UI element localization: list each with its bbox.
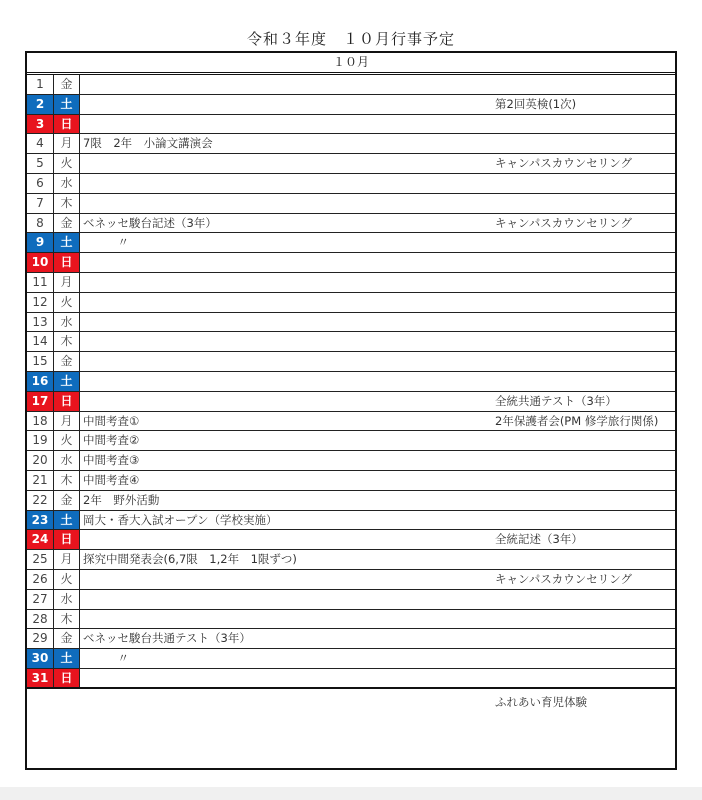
table-row bbox=[27, 115, 675, 135]
day-number: 19 bbox=[27, 431, 54, 450]
weekday-label: 火 bbox=[54, 570, 80, 589]
weekday-label: 木 bbox=[54, 471, 80, 490]
event-main: 〃 bbox=[83, 235, 129, 250]
table-row bbox=[27, 392, 675, 412]
day-number: 20 bbox=[27, 451, 54, 470]
day-number: 8 bbox=[27, 214, 54, 233]
weekday-label: 土 bbox=[54, 233, 80, 252]
event-main: ベネッセ駿台記述（3年） bbox=[83, 215, 217, 230]
weekday-label: 土 bbox=[54, 511, 80, 530]
event-main: 7限 2年 小論文講演会 bbox=[83, 136, 213, 151]
weekday-label: 火 bbox=[54, 293, 80, 312]
weekday-label: 金 bbox=[54, 629, 80, 648]
event-secondary: 全統共通テスト（3年） bbox=[495, 393, 617, 408]
event-main: 中間考査② bbox=[83, 433, 140, 448]
table-row bbox=[27, 154, 675, 174]
day-number: 7 bbox=[27, 194, 54, 213]
weekday-label: 日 bbox=[54, 115, 80, 134]
weekday-label: 土 bbox=[54, 649, 80, 668]
day-number: 30 bbox=[27, 649, 54, 668]
day-number: 5 bbox=[27, 154, 54, 173]
table-row bbox=[27, 293, 675, 313]
day-number: 6 bbox=[27, 174, 54, 193]
day-number: 10 bbox=[27, 253, 54, 272]
event-main: 探究中間発表会(6,7限 1,2年 1限ずつ) bbox=[83, 552, 297, 567]
event-secondary: 2年保護者会(PM 修学旅行関係) bbox=[495, 413, 659, 428]
table-row bbox=[27, 629, 675, 649]
table-row bbox=[27, 95, 675, 115]
event-main: 2年 野外活動 bbox=[83, 492, 160, 507]
event-main: 岡大・香大入試オープン（学校実施） bbox=[83, 512, 278, 527]
day-number: 29 bbox=[27, 629, 54, 648]
schedule-rows bbox=[27, 75, 675, 767]
weekday-label: 火 bbox=[54, 431, 80, 450]
weekday-label: 木 bbox=[54, 332, 80, 351]
weekday-label: 金 bbox=[54, 491, 80, 510]
day-number: 31 bbox=[27, 669, 54, 687]
table-row bbox=[27, 253, 675, 273]
day-number: 26 bbox=[27, 570, 54, 589]
table-row bbox=[27, 352, 675, 372]
weekday-label: 金 bbox=[54, 352, 80, 371]
table-row bbox=[27, 530, 675, 550]
weekday-label: 月 bbox=[54, 273, 80, 292]
table-row bbox=[27, 313, 675, 333]
weekday-label: 水 bbox=[54, 313, 80, 332]
day-number: 1 bbox=[27, 75, 54, 94]
day-number: 16 bbox=[27, 372, 54, 391]
weekday-label: 日 bbox=[54, 253, 80, 272]
event-secondary: キャンパスカウンセリング bbox=[495, 215, 632, 230]
event-main: 〃 bbox=[83, 651, 129, 666]
day-number: 28 bbox=[27, 610, 54, 629]
table-row bbox=[27, 214, 675, 234]
event-secondary: キャンパスカウンセリング bbox=[495, 156, 632, 171]
event-secondary: 全統記述（3年） bbox=[495, 532, 583, 547]
table-row bbox=[27, 649, 675, 669]
day-number: 21 bbox=[27, 471, 54, 490]
weekday-label: 金 bbox=[54, 214, 80, 233]
table-row bbox=[27, 471, 675, 491]
table-row bbox=[27, 233, 675, 253]
weekday-label: 木 bbox=[54, 610, 80, 629]
weekday-label: 土 bbox=[54, 372, 80, 391]
month-header: １０月 bbox=[27, 53, 675, 75]
weekday-label: 日 bbox=[54, 530, 80, 549]
event-main: 中間考査① bbox=[83, 413, 140, 428]
day-number: 9 bbox=[27, 233, 54, 252]
day-number: 23 bbox=[27, 511, 54, 530]
table-row bbox=[27, 550, 675, 570]
event-main: ベネッセ駿台共通テスト（3年） bbox=[83, 631, 251, 646]
event-secondary: 第2回英検(1次) bbox=[495, 96, 577, 111]
day-number: 12 bbox=[27, 293, 54, 312]
weekday-label: 水 bbox=[54, 590, 80, 609]
table-row bbox=[27, 511, 675, 531]
day-number: 2 bbox=[27, 95, 54, 114]
day-number: 4 bbox=[27, 134, 54, 153]
day-number: 11 bbox=[27, 273, 54, 292]
table-row bbox=[27, 491, 675, 511]
schedule-table bbox=[25, 51, 677, 770]
event-main: 中間考査③ bbox=[83, 453, 140, 468]
weekday-label: 日 bbox=[54, 392, 80, 411]
weekday-label: 水 bbox=[54, 174, 80, 193]
day-number: 13 bbox=[27, 313, 54, 332]
weekday-label: 月 bbox=[54, 134, 80, 153]
table-row bbox=[27, 332, 675, 352]
day-number: 25 bbox=[27, 550, 54, 569]
weekday-label: 月 bbox=[54, 412, 80, 431]
table-row bbox=[27, 412, 675, 432]
weekday-label: 金 bbox=[54, 75, 80, 94]
weekday-label: 月 bbox=[54, 550, 80, 569]
table-row bbox=[27, 174, 675, 194]
event-main: 中間考査④ bbox=[83, 472, 140, 487]
day-number: 3 bbox=[27, 115, 54, 134]
table-row bbox=[27, 372, 675, 392]
table-row bbox=[27, 273, 675, 293]
page-title: 令和３年度 １０月行事予定 bbox=[246, 30, 455, 48]
weekday-label: 木 bbox=[54, 194, 80, 213]
weekday-label: 火 bbox=[54, 154, 80, 173]
table-row bbox=[27, 194, 675, 214]
table-row bbox=[27, 134, 675, 154]
footer-note: ふれあい育児体験 bbox=[495, 694, 587, 709]
table-row bbox=[27, 451, 675, 471]
weekday-label: 土 bbox=[54, 95, 80, 114]
table-row bbox=[27, 570, 675, 590]
day-number: 24 bbox=[27, 530, 54, 549]
day-number: 17 bbox=[27, 392, 54, 411]
table-row bbox=[27, 669, 675, 689]
table-row bbox=[27, 590, 675, 610]
notes-area bbox=[27, 689, 675, 767]
day-number: 14 bbox=[27, 332, 54, 351]
day-number: 22 bbox=[27, 491, 54, 510]
day-number: 18 bbox=[27, 412, 54, 431]
table-row bbox=[27, 75, 675, 95]
event-secondary: キャンパスカウンセリング bbox=[495, 571, 632, 586]
table-row bbox=[27, 431, 675, 451]
weekday-label: 日 bbox=[54, 669, 80, 687]
table-row bbox=[27, 610, 675, 630]
day-number: 15 bbox=[27, 352, 54, 371]
weekday-label: 水 bbox=[54, 451, 80, 470]
page-bottom-bar bbox=[0, 787, 702, 800]
day-number: 27 bbox=[27, 590, 54, 609]
